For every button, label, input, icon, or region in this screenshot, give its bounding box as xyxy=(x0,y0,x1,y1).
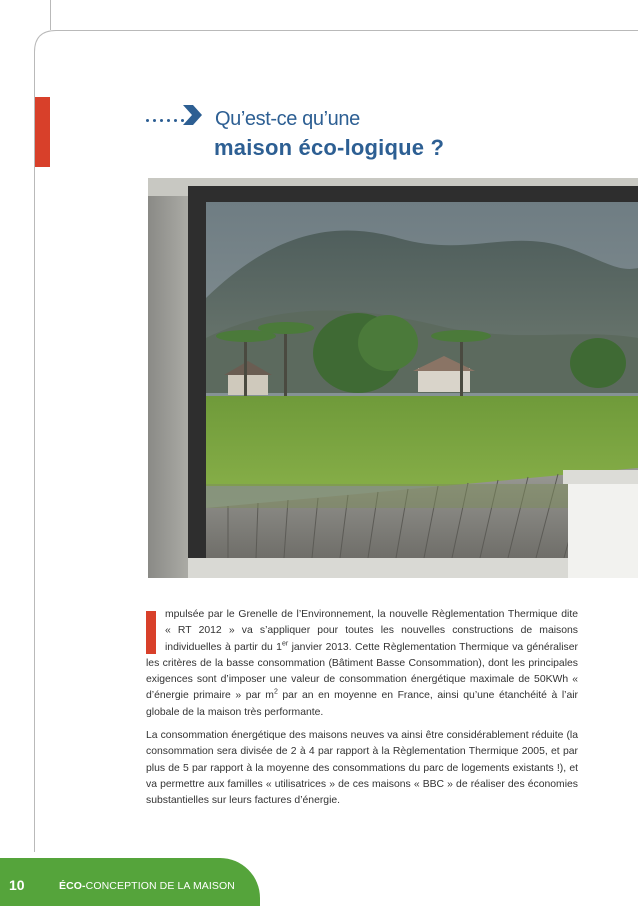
section-marker xyxy=(35,97,50,167)
body-text xyxy=(146,607,578,817)
page-kicker: Qu’est-ce qu’une xyxy=(215,108,360,130)
paragraph-1 xyxy=(146,607,578,721)
paragraph-2: La consommation énergétique des maisons neuves va ainsi être considérablement réduite (la consommation sera divisée de 2 à 4 par rapport à la Règlementation Thermique 2005, et par plus de 5 par rapport à la moyenne des consommations du parc de logements existants !), et va permettre aux familles « utilisatrices » de ces maisons « BBC » de réaliser des économies substantielles sur leurs factures d’énergie. xyxy=(146,730,578,807)
paragraph-1-part-a: mpulsée par le Grenelle de l’Environnement, la nouvelle Règlementation Thermique dite « RT 2012 » va s’appliquer pour toutes les nouvelles constructions de maisons individuelles à partir du 1 xyxy=(165,609,578,653)
frame-line-top-stub xyxy=(50,0,51,30)
superscript-er: er xyxy=(281,640,289,648)
paragraph-1-part-b: janvier 2013. Cette Règlementation Thermique va généraliser les critères de la basse consommation (Bâtiment Basse Consommation), dont les principales exigences sont d’imposer une valeur de consommation énergétique maximale de 50KWh « d’énergie primaire » par m xyxy=(146,641,578,702)
frame-corner xyxy=(34,30,638,60)
page-title: maison éco-logique ? xyxy=(214,135,445,160)
dropcap-bar xyxy=(146,611,156,654)
dotted-leader xyxy=(146,113,184,122)
paragraph-1-part-c: par an en moyenne en France, ainsi qu’une étanchéité à l’air globale de la maison très performante. xyxy=(146,690,579,718)
section-label-prefix: ÉCO- xyxy=(59,880,86,892)
chevron-right-icon xyxy=(181,103,203,127)
frame-line-left xyxy=(34,52,35,852)
page-number: 10 xyxy=(9,877,25,893)
superscript-2: 2 xyxy=(273,689,278,697)
section-label xyxy=(59,880,235,892)
section-label-rest: CONCEPTION DE LA MAISON xyxy=(85,880,235,892)
window-view-photo xyxy=(148,178,638,578)
